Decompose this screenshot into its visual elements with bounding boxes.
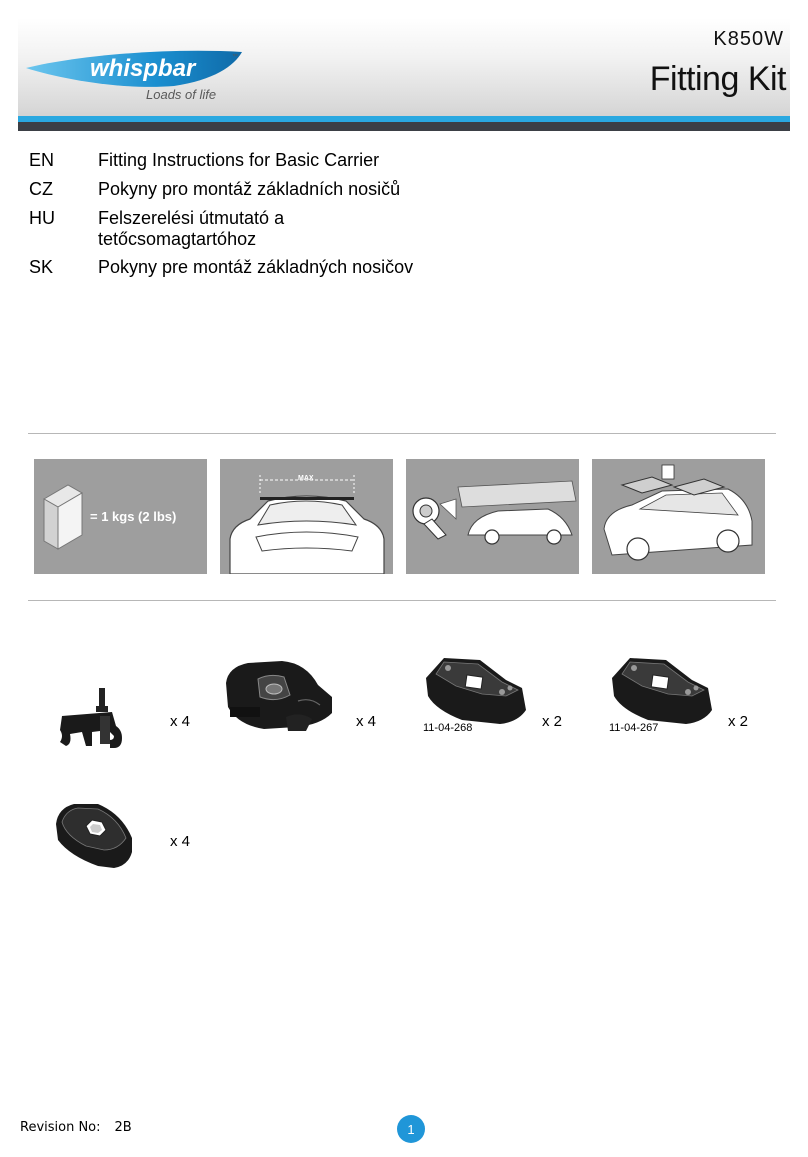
logo-trademark: ™ [232,54,238,60]
divider-bottom [28,600,776,601]
language-text: Felszerelési útmutató a tetőcsomagtartóhoz [98,208,285,249]
header-dark-band [18,122,790,131]
loaded-car-icon [604,465,752,560]
foot-pad-268-icon [422,652,530,732]
clamp-bracket-icon [52,686,130,754]
weight-label: = 1 kgs (2 lbs) [90,509,177,524]
panel-max-width [220,459,393,574]
language-code: EN [29,150,55,170]
language-row-en [29,150,498,171]
box-icon [44,485,82,549]
part-qty: x 2 [542,713,563,730]
revision-value: 2B [114,1120,132,1135]
page-title: Fitting Kit [649,60,786,98]
panel-strap [406,459,579,574]
part-qty: x 4 [170,833,191,850]
whispbar-logo [24,44,254,106]
panel-weight [34,459,207,574]
car-front-icon [230,496,384,574]
max-label: MAX [298,475,314,482]
part-qty: x 2 [728,713,749,730]
language-code: SK [29,257,54,277]
language-code: HU [29,208,55,228]
revision-label: Revision No: [20,1120,101,1135]
language-text: Fitting Instructions for Basic Carrier [98,150,380,170]
divider-top [28,433,776,434]
language-text: Pokyny pre montáž základných nosičov [98,257,414,277]
rubber-pad-icon [52,800,136,874]
page-number-badge: 1 [397,1115,425,1143]
language-code: CZ [29,179,53,199]
language-row-sk [29,257,498,278]
panel-loaded-car [592,459,765,574]
part-code: 11-04-268 [423,722,473,734]
language-row-cz [29,179,498,200]
part-qty: x 4 [170,713,191,730]
logo-brand-text: whispbar [90,55,196,82]
part-code: 11-04-267 [609,722,659,734]
revision-info [20,1120,132,1135]
logo-tagline: Loads of life [146,87,217,102]
language-row-hu [29,208,328,250]
model-code: K850W [713,28,784,50]
part-qty: x 4 [356,713,377,730]
foot-pad-267-icon [608,652,716,732]
language-text: Pokyny pro montáž základních nosičů [98,179,401,199]
foot-cover-icon [220,655,338,735]
car-side-icon [458,481,576,544]
